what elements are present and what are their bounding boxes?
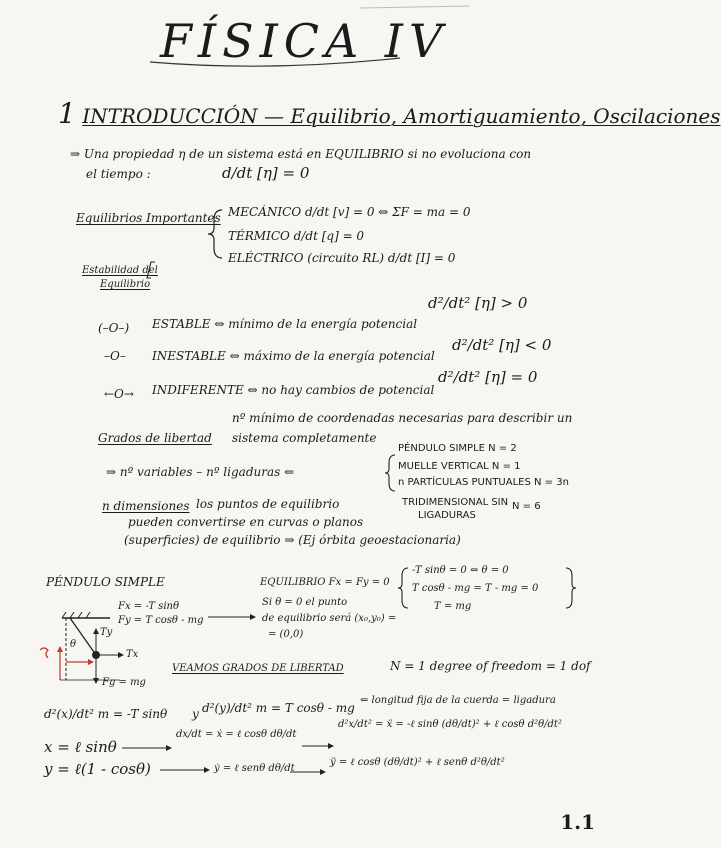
freedom-example-particles: n PARTÍCULAS PUNTUALES N = 3n bbox=[398, 477, 569, 488]
pendulum-system-3: T = mg bbox=[434, 601, 472, 612]
dimensions-text-1: los puntos de equilibrio bbox=[196, 497, 340, 511]
stable-text: ESTABLE ⇔ mínimo de la energía potencial bbox=[152, 317, 418, 331]
intro-equation: d/dt [η] = 0 bbox=[222, 164, 310, 182]
pendulum-dy: ẏ = ℓ senθ dθ/dt bbox=[214, 763, 295, 774]
pendulum-ddx: d²x/dt² = ẍ = -ℓ sinθ (dθ/dt)² + ℓ cosθ d²θ/dt² bbox=[338, 719, 562, 730]
freedom-definition-1: nº mínimo de coordenadas necesarias para describir un bbox=[232, 411, 573, 425]
pendulum-fg-label: Fg = mg bbox=[102, 677, 146, 688]
section-heading: INTRODUCCIÓN — Equilibrio, Amortiguamiento, Oscilaciones bbox=[82, 104, 721, 128]
important-electrico: ELÉCTRICO (circuito RL) d/dt [I] = 0 bbox=[228, 251, 456, 265]
unstable-symbol: –O– bbox=[104, 349, 126, 363]
indifferent-symbol: ←O→ bbox=[104, 387, 134, 401]
pendulum-system-2: T cosθ - mg = T - mg = 0 bbox=[412, 583, 539, 594]
dimensions-text-3: (superficies) de equilibrio ⇒ (Ej órbita geoestacionaria) bbox=[124, 533, 461, 547]
pendulum-tx-label: Tx bbox=[126, 649, 139, 660]
pendulum-ddy: ÿ = ℓ cosθ (dθ/dt)² + ℓ senθ d²θ/dt² bbox=[330, 757, 505, 768]
freedom-example-3d-b: LIGADURAS bbox=[418, 510, 476, 521]
pendulum-system-1: -T sinθ = 0 ⇔ θ = 0 bbox=[412, 565, 509, 576]
dimensions-text-2: pueden convertirse en curvas o planos bbox=[128, 515, 364, 529]
pendulum-dx: dx/dt = ẋ = ℓ cosθ dθ/dt bbox=[176, 729, 297, 740]
freedom-example-3d: TRIDIMENSIONAL SIN bbox=[402, 497, 509, 508]
pendulum-eq-x: d²(x)/dt² m = -T sinθ bbox=[44, 707, 168, 721]
pendulum-eq-connector: y bbox=[192, 707, 199, 721]
pendulum-si-3: = (0,0) bbox=[268, 629, 304, 640]
intro-line-1: ⇒ Una propiedad η de un sistema está en EQUILIBRIO si no evoluciona con bbox=[70, 147, 532, 161]
pendulum-si-1: Si θ = 0 el punto bbox=[262, 597, 348, 608]
pendulum-diagram bbox=[40, 612, 124, 684]
freedom-example-spring: MUELLE VERTICAL N = 1 bbox=[398, 461, 521, 472]
indifferent-equation: d²/dt² [η] = 0 bbox=[438, 368, 538, 386]
pendulum-eq-y: d²(y)/dt² m = T cosθ - mg bbox=[202, 701, 355, 715]
pendulum-brace-right bbox=[566, 568, 576, 608]
pendulum-equilibrium: EQUILIBRIO Fx = Fy = 0 bbox=[260, 577, 390, 588]
pendulum-y: y = ℓ(1 - cosθ) bbox=[44, 760, 151, 778]
pendulum-brace-left bbox=[398, 568, 408, 608]
unstable-text: INESTABLE ⇔ máximo de la energía potencial bbox=[152, 349, 435, 363]
stability-label-1: Estabilidad del bbox=[82, 265, 158, 276]
page-title: FÍSICA IV bbox=[160, 14, 449, 68]
pendulum-fx: Fx = -T sinθ bbox=[118, 601, 179, 612]
freedom-definition-2: sistema completamente bbox=[232, 431, 377, 445]
pendulum-x: x = ℓ sinθ bbox=[44, 738, 117, 756]
pendulum-fy: Fy = T cosθ - mg bbox=[118, 615, 204, 626]
freedom-example-3d-n: N = 6 bbox=[512, 501, 541, 512]
unstable-equation: d²/dt² [η] < 0 bbox=[452, 336, 552, 354]
section-1-title bbox=[58, 97, 721, 130]
stability-label-2: Equilibrio bbox=[100, 279, 151, 290]
freedom-formula: ⇒ nº variables – nº ligaduras ⇐ bbox=[106, 465, 295, 479]
top-rule bbox=[360, 6, 470, 8]
pendulum-vemos: VEAMOS GRADOS DE LIBERTAD bbox=[172, 663, 344, 674]
important-label: Equilibrios Importantes bbox=[76, 211, 221, 225]
pendulum-n1: N = 1 degree of freedom = 1 dof bbox=[390, 659, 591, 673]
important-mecanico: MECÁNICO d/dt [v] = 0 ⇔ ΣF = ma = 0 bbox=[228, 205, 471, 219]
pendulum-ty-label: Ty bbox=[100, 627, 113, 638]
section-number: 1 bbox=[58, 97, 76, 130]
pendulum-rope-constraint: ⇐ longitud fija de la cuerda = ligadura bbox=[360, 695, 556, 706]
stable-equation: d²/dt² [η] > 0 bbox=[428, 294, 528, 312]
freedom-example-pendulum: PÉNDULO SIMPLE N = 2 bbox=[398, 443, 517, 454]
dimensions-label: n dimensiones bbox=[102, 499, 190, 513]
stable-symbol: (–O–) bbox=[98, 321, 130, 335]
intro-line-2: el tiempo : bbox=[86, 167, 151, 181]
pendulum-si-2: de equilibrio será (x₀,y₀) = bbox=[262, 613, 397, 624]
freedom-label: Grados de libertad bbox=[98, 431, 212, 445]
page-number: 1.1 bbox=[560, 810, 595, 834]
indifferent-text: INDIFERENTE ⇔ no hay cambios de potencial bbox=[152, 383, 435, 397]
pendulum-label: PÉNDULO SIMPLE bbox=[46, 575, 165, 589]
important-termico: TÉRMICO d/dt [q] = 0 bbox=[228, 229, 365, 243]
pendulum-theta-label: θ bbox=[70, 639, 77, 650]
freedom-brace bbox=[385, 455, 395, 491]
